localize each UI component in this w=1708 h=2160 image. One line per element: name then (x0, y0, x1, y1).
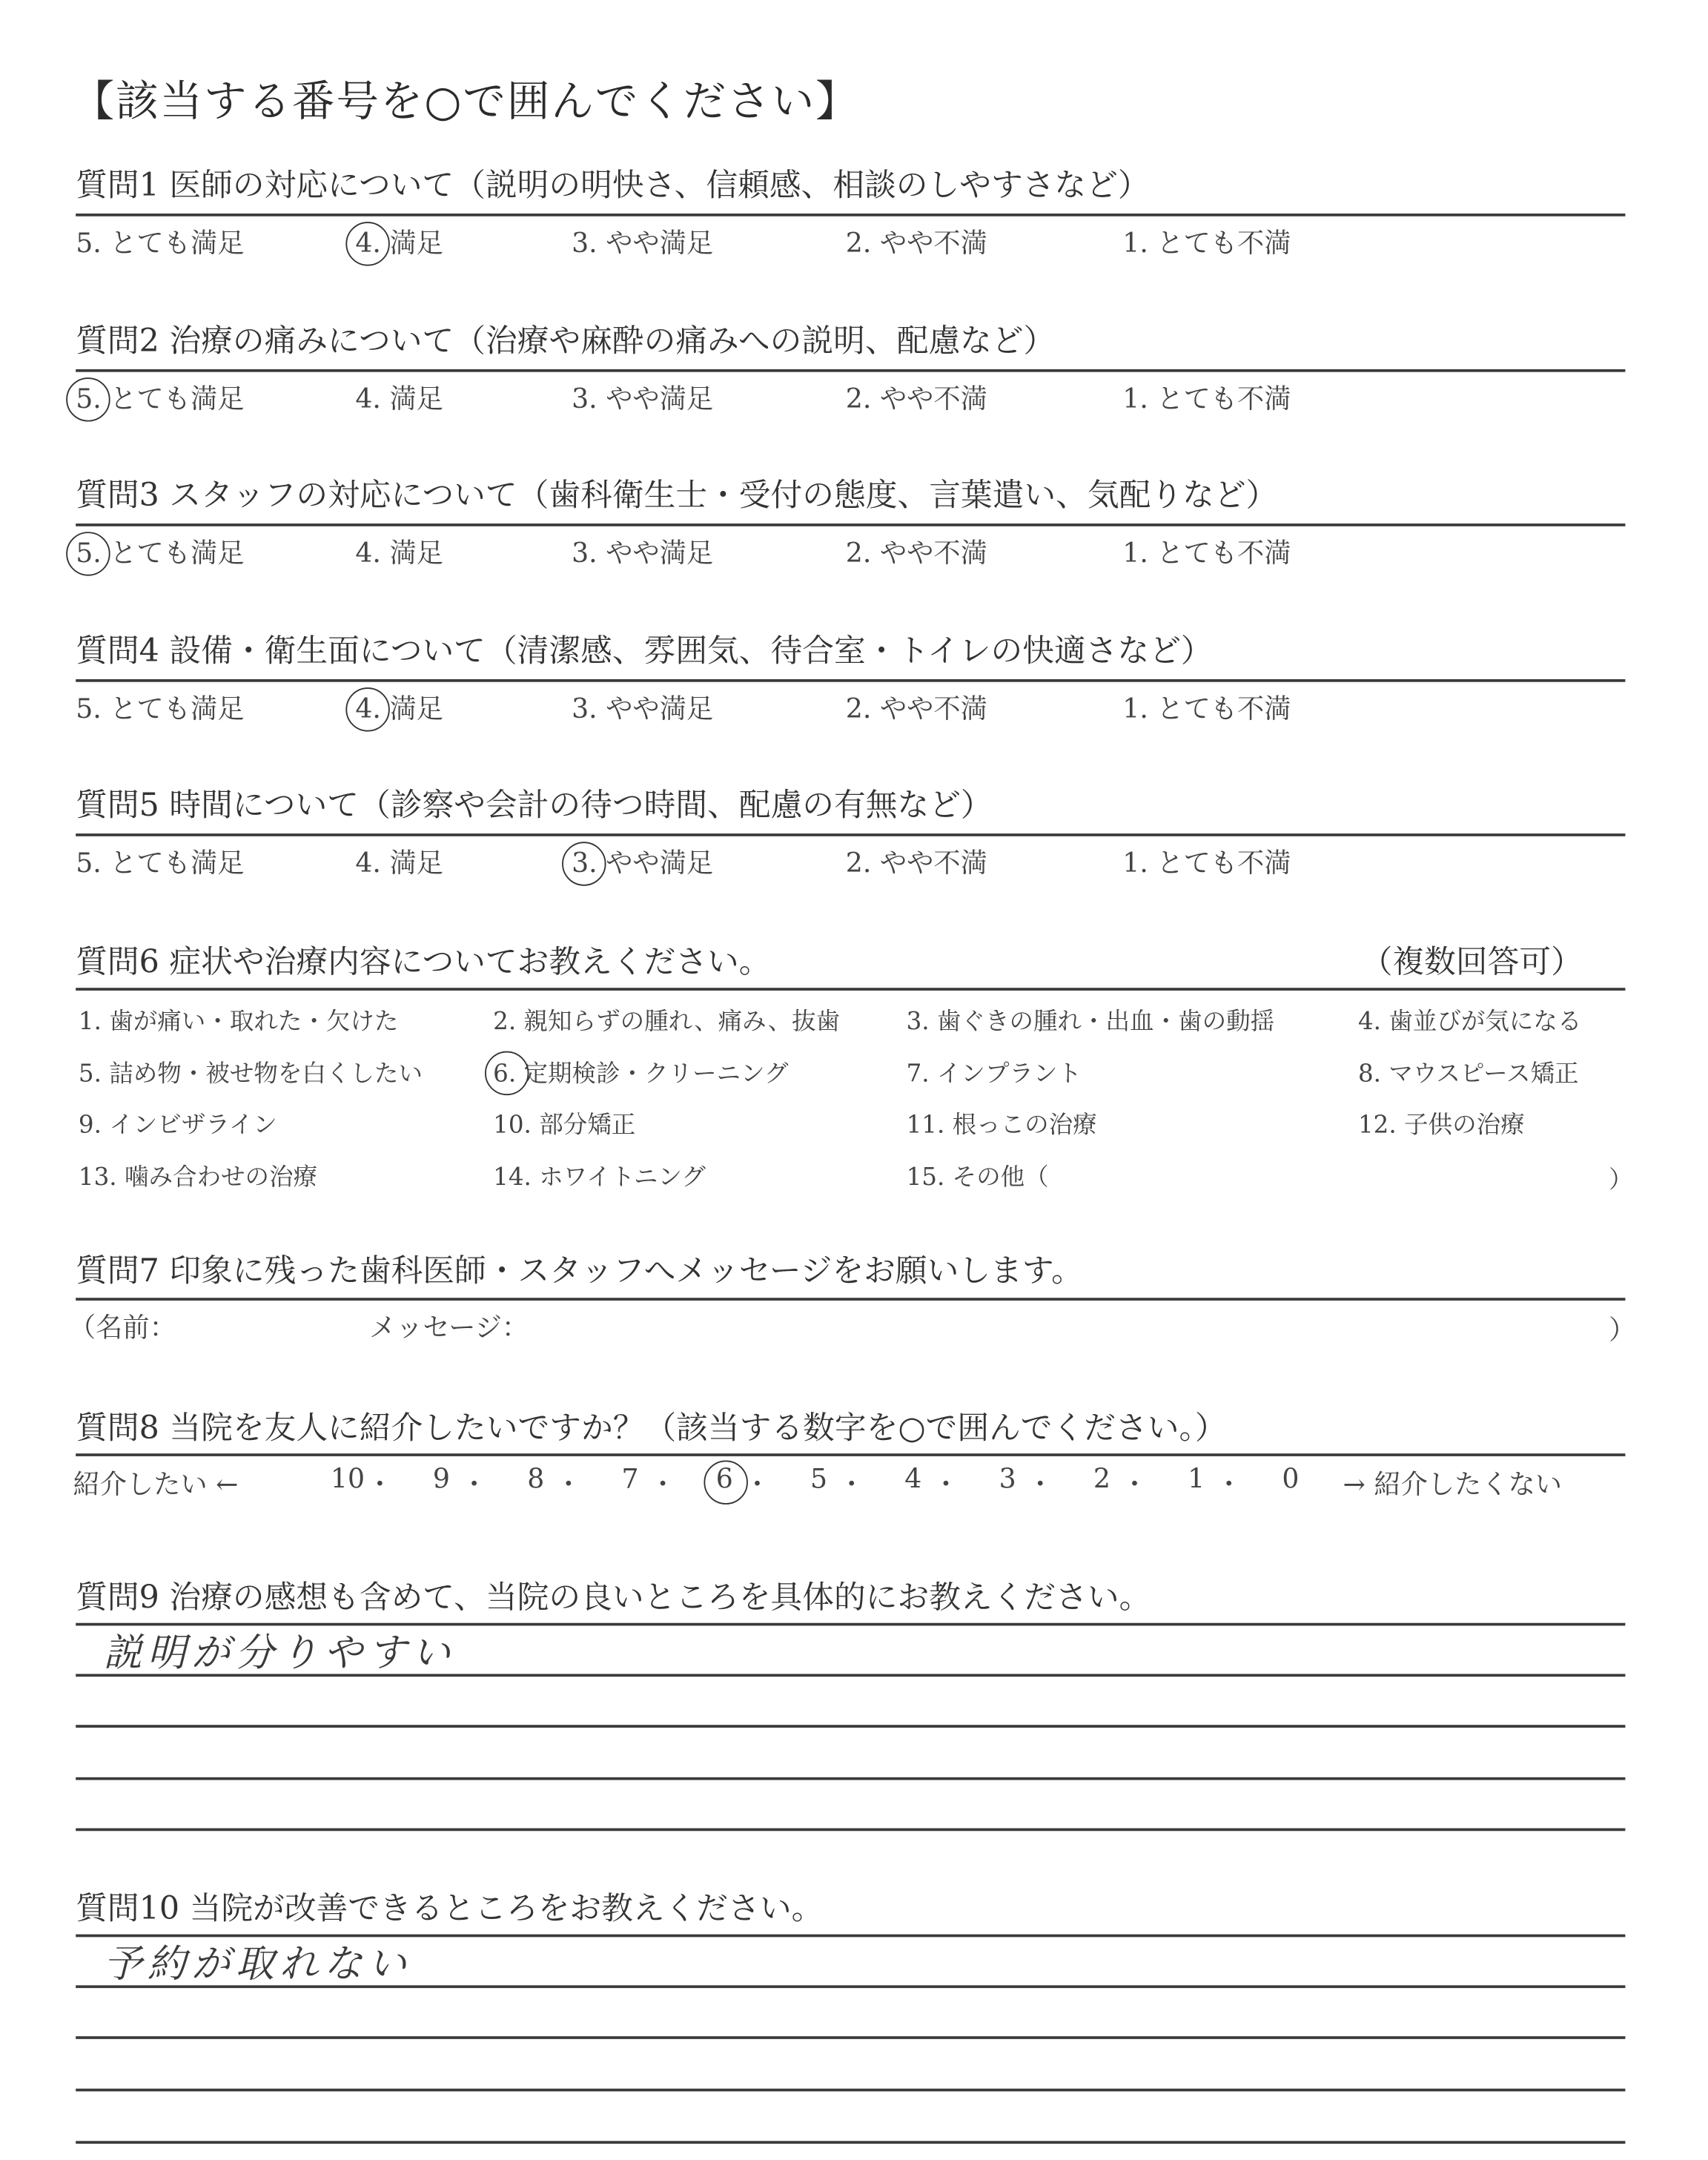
q1-option[interactable]: 5. とても満足 (76, 227, 245, 260)
q1-heading: 質問1 医師の対応について（説明の明快さ、信頼感、相談のしやすさなど） (76, 168, 1150, 204)
q6-note: （複数回答可） (1360, 945, 1583, 981)
selection-circle (66, 532, 110, 575)
q5-heading: 質問5 時間について（診察や会計の待つ時間、配慮の有無など） (76, 787, 993, 825)
q3-rule (76, 524, 1625, 526)
q4-option[interactable]: 3. やや満足 (572, 692, 714, 724)
q8-scale-value[interactable]: 6 (715, 1463, 733, 1495)
selection-circle (485, 1051, 529, 1094)
q7-name-label[interactable]: （名前： (68, 1311, 176, 1344)
q2-option[interactable]: 1. とても不満 (1122, 382, 1291, 415)
q5-option[interactable]: 2. やや不満 (845, 847, 987, 879)
q2-option[interactable]: 5. とても満足 (76, 382, 245, 415)
q8-scale-value[interactable]: 7 (621, 1463, 639, 1495)
q5-option[interactable]: 1. とても不満 (1122, 847, 1291, 879)
q4-option[interactable]: 1. とても不満 (1122, 692, 1291, 724)
q4-option[interactable]: 4. 満足 (355, 692, 443, 724)
q8-separator: ・ (838, 1468, 865, 1501)
q8-left-label: 紹介したい ← (73, 1468, 239, 1501)
q10-line (76, 2036, 1625, 2039)
selection-circle (345, 222, 389, 265)
q6-other-close: ） (1609, 1166, 1633, 1195)
q8-separator: ・ (555, 1468, 583, 1501)
q2-heading: 質問2 治療の痛みについて（治療や麻酔の痛みへの説明、配慮など） (76, 323, 1056, 360)
q6-option[interactable]: 10. 部分矯正 (493, 1112, 636, 1140)
q3-option[interactable]: 2. やや不満 (845, 537, 987, 569)
q8-separator: ・ (366, 1468, 394, 1501)
q4-heading: 質問4 設備・衛生面について（清潔感、雰囲気、待合室・トイレの快適さなど） (76, 633, 1213, 670)
q6-heading: 質問6 症状や治療内容についてお教えください。 (76, 945, 771, 981)
q6-option[interactable]: 11. 根っこの治療 (906, 1112, 1097, 1140)
q6-rule (76, 988, 1625, 991)
q10-heading: 質問10 当院が改善できるところをお教えください。 (76, 1892, 824, 1928)
q7-message-label[interactable]: メッセージ： (368, 1311, 529, 1344)
q1-rule (76, 214, 1625, 217)
q4-option[interactable]: 5. とても満足 (76, 692, 245, 724)
q3-option[interactable]: 4. 満足 (355, 537, 443, 569)
q8-scale-value[interactable]: 9 (432, 1463, 451, 1495)
q9-handwritten-answer[interactable]: 説明が分りやすい (103, 1630, 457, 1676)
q6-option[interactable]: 14. ホワイトニング (493, 1163, 706, 1192)
q7-rule (76, 1298, 1625, 1301)
q8-scale-value[interactable]: 3 (999, 1463, 1016, 1495)
q6-option[interactable]: 7. インプラント (906, 1060, 1082, 1088)
q6-option[interactable]: 5. 詰め物・被せ物を白くしたい (78, 1060, 423, 1088)
q5-option[interactable]: 3. やや満足 (572, 847, 714, 879)
q8-separator: ・ (460, 1468, 488, 1501)
page-title: 【該当する番号を○で囲んでください】 (71, 77, 860, 127)
q7-close: ） (1609, 1314, 1636, 1347)
q3-option[interactable]: 3. やや満足 (572, 537, 714, 569)
q8-scale-value[interactable]: 1 (1188, 1463, 1205, 1495)
q8-separator: ・ (932, 1468, 960, 1501)
q3-option[interactable]: 1. とても不満 (1122, 537, 1291, 569)
q8-scale-value[interactable]: 8 (527, 1463, 545, 1495)
q8-separator: ・ (1215, 1468, 1242, 1501)
q10-line (76, 2089, 1625, 2092)
q3-option[interactable]: 5. とても満足 (76, 537, 245, 569)
selection-circle (704, 1460, 747, 1504)
q6-option[interactable]: 9. インビザライン (78, 1112, 277, 1140)
q9-line (76, 1725, 1625, 1728)
q7-heading: 質問7 印象に残った歯科医師・スタッフへメッセージをお願いします。 (76, 1253, 1083, 1290)
q2-option[interactable]: 4. 満足 (355, 382, 443, 415)
q6-option[interactable]: 15. その他（ (906, 1163, 1049, 1192)
q8-separator: ・ (1121, 1468, 1148, 1501)
q1-option[interactable]: 4. 満足 (355, 227, 443, 260)
q1-option[interactable]: 3. やや満足 (572, 227, 714, 260)
q8-separator: ・ (1027, 1468, 1054, 1501)
q2-option[interactable]: 3. やや満足 (572, 382, 714, 415)
q6-option[interactable]: 12. 子供の治療 (1357, 1112, 1525, 1140)
q6-option[interactable]: 13. 噛み合わせの治療 (78, 1163, 318, 1192)
selection-circle (562, 842, 606, 885)
q6-option[interactable]: 8. マウスピース矯正 (1357, 1060, 1579, 1088)
q8-rule (76, 1453, 1625, 1456)
q2-rule (76, 369, 1625, 371)
q8-separator: ・ (649, 1468, 677, 1501)
q2-option[interactable]: 2. やや不満 (845, 382, 987, 415)
q1-option[interactable]: 1. とても不満 (1122, 227, 1291, 260)
q3-heading: 質問3 スタッフの対応について（歯科衛生士・受付の態度、言葉遣い、気配りなど） (76, 478, 1278, 515)
q5-option[interactable]: 5. とても満足 (76, 847, 245, 879)
q4-option[interactable]: 2. やや不満 (845, 692, 987, 724)
q4-rule (76, 678, 1625, 681)
q6-option[interactable]: 2. 親知らずの腫れ、痛み、抜歯 (493, 1008, 841, 1037)
q5-rule (76, 833, 1625, 836)
q8-separator: ・ (744, 1468, 771, 1501)
q5-option[interactable]: 4. 満足 (355, 847, 443, 879)
q6-option[interactable]: 4. 歯並びが気になる (1357, 1008, 1582, 1037)
q6-option[interactable]: 6. 定期検診・クリーニング (493, 1060, 789, 1088)
selection-circle (345, 687, 389, 730)
q6-option[interactable]: 1. 歯が痛い・取れた・欠けた (78, 1008, 399, 1037)
q9-line (76, 1829, 1625, 1832)
q1-option[interactable]: 2. やや不満 (845, 227, 987, 260)
q8-scale-value[interactable]: 0 (1282, 1463, 1300, 1495)
q10-line (76, 2141, 1625, 2144)
q8-heading: 質問8 当院を友人に紹介したいですか？（該当する数字を○で囲んでください。） (76, 1410, 1227, 1447)
q8-scale-value[interactable]: 5 (810, 1463, 828, 1495)
q8-scale-value[interactable]: 2 (1093, 1463, 1110, 1495)
q10-handwritten-answer[interactable]: 予約が取れない (103, 1941, 412, 1987)
q8-scale-value[interactable]: 10 (330, 1463, 365, 1495)
q8-right-label: → 紹介したくない (1343, 1468, 1563, 1501)
q8-scale-value[interactable]: 4 (904, 1463, 922, 1495)
selection-circle (66, 377, 110, 420)
q9-heading: 質問9 治療の感想も含めて、当院の良いところを具体的にお教えください。 (76, 1580, 1151, 1616)
q9-line (76, 1777, 1625, 1780)
q6-option[interactable]: 3. 歯ぐきの腫れ・出血・歯の動揺 (906, 1008, 1275, 1037)
